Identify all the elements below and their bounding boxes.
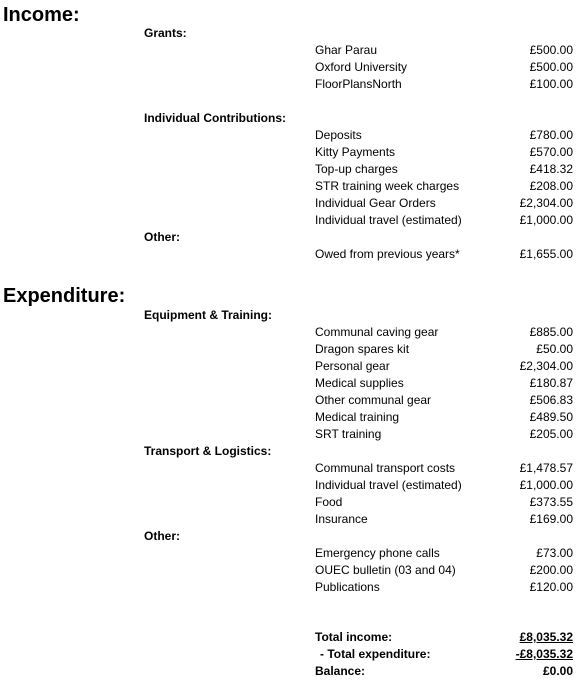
income-row — [315, 246, 573, 263]
item-label: Publications — [315, 580, 380, 594]
balance-amount: £0.00 — [542, 664, 573, 678]
category-grants: Grants: — [144, 26, 187, 40]
item-amount: £489.50 — [529, 410, 573, 424]
item-amount: £200.00 — [529, 563, 573, 577]
total-income-label: Total income: — [315, 630, 393, 644]
total-expenditure-amount: -£8,035.32 — [515, 647, 573, 661]
income-row — [315, 59, 573, 76]
item-label: Oxford University — [315, 60, 408, 74]
item-label: Individual travel (estimated) — [315, 478, 462, 492]
total-income-amount: £8,035.32 — [519, 630, 573, 644]
income-row — [315, 212, 573, 229]
income-row — [315, 42, 573, 59]
item-label: Individual Gear Orders — [315, 196, 436, 210]
item-label: Emergency phone calls — [315, 546, 440, 560]
item-amount: £500.00 — [529, 60, 573, 74]
total-expenditure-label: - Total expenditure: — [320, 647, 431, 661]
item-amount: £373.55 — [529, 495, 573, 509]
item-amount: £205.00 — [529, 427, 573, 441]
item-amount: £570.00 — [529, 145, 573, 159]
category-income-other: Other: — [144, 230, 180, 244]
item-label: Individual travel (estimated) — [315, 213, 462, 227]
item-amount: £120.00 — [529, 580, 573, 594]
expenditure-row — [315, 426, 573, 443]
item-amount: £1,478.57 — [519, 461, 573, 475]
item-label: OUEC bulletin (03 and 04) — [315, 563, 456, 577]
item-label: Medical training — [315, 410, 400, 424]
total-income-row — [315, 629, 573, 646]
item-label: Dragon spares kit — [315, 342, 410, 356]
expenditure-row — [315, 511, 573, 528]
item-label: Kitty Payments — [315, 145, 396, 159]
expenditure-row — [315, 562, 573, 579]
item-amount: £885.00 — [529, 325, 573, 339]
item-label: Top-up charges — [315, 162, 398, 176]
category-individual-contributions: Individual Contributions: — [144, 111, 286, 125]
expenditure-row — [315, 324, 573, 341]
item-label: Ghar Parau — [315, 43, 378, 57]
income-heading: Income: — [3, 4, 80, 26]
item-label: Communal caving gear — [315, 325, 439, 339]
item-amount: £208.00 — [529, 179, 573, 193]
expenditure-row — [315, 477, 573, 494]
item-label: Food — [315, 495, 343, 509]
item-label: Insurance — [315, 512, 368, 526]
item-amount: £418.32 — [529, 162, 573, 176]
expenditure-row — [315, 579, 573, 596]
item-label: SRT training — [315, 427, 382, 441]
expenditure-row — [315, 545, 573, 562]
item-amount: £506.83 — [529, 393, 573, 407]
item-amount: £2,304.00 — [519, 196, 573, 210]
expenditure-row — [315, 358, 573, 375]
item-label: Deposits — [315, 128, 362, 142]
income-row — [315, 161, 573, 178]
item-amount: £1,000.00 — [519, 213, 573, 227]
category-transport-logistics: Transport & Logistics: — [144, 444, 272, 458]
item-amount: £500.00 — [529, 43, 573, 57]
expenditure-row — [315, 341, 573, 358]
item-amount: £180.87 — [529, 376, 573, 390]
income-row — [315, 144, 573, 161]
item-amount: £73.00 — [536, 546, 573, 560]
item-amount: £169.00 — [529, 512, 573, 526]
income-row — [315, 127, 573, 144]
item-label: Owed from previous years* — [315, 247, 460, 261]
category-equipment-training: Equipment & Training: — [144, 308, 272, 322]
item-amount: £50.00 — [536, 342, 573, 356]
expenditure-row — [315, 494, 573, 511]
expenditure-row — [315, 409, 573, 426]
category-expenditure-other: Other: — [144, 529, 180, 543]
item-label: Personal gear — [315, 359, 390, 373]
item-label: Medical supplies — [315, 376, 404, 390]
item-label: Other communal gear — [315, 393, 432, 407]
income-row — [315, 76, 573, 93]
total-expenditure-row — [315, 646, 573, 663]
income-row — [315, 178, 573, 195]
balance-row — [315, 663, 573, 680]
income-row — [315, 195, 573, 212]
expenditure-row — [315, 460, 573, 477]
item-amount: £100.00 — [529, 77, 573, 91]
item-label: FloorPlansNorth — [315, 77, 402, 91]
item-label: STR training week charges — [315, 179, 460, 193]
balance-label: Balance: — [315, 664, 366, 678]
item-amount: £1,000.00 — [519, 478, 573, 492]
expenditure-heading: Expenditure: — [3, 285, 126, 307]
item-amount: £1,655.00 — [519, 247, 573, 261]
item-amount: £2,304.00 — [519, 359, 573, 373]
item-label: Communal transport costs — [315, 461, 456, 475]
expenditure-row — [315, 392, 573, 409]
item-amount: £780.00 — [529, 128, 573, 142]
expenditure-row — [315, 375, 573, 392]
